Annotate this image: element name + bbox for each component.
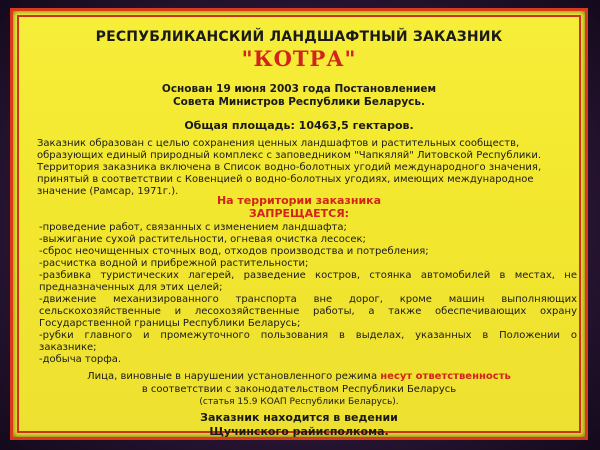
prohibited-item: -выжигание сухой растительности, огневая очистка лесосек;: [39, 234, 366, 245]
description-line: Территория заказника включена в Список водно-болотных угодий международного значения,: [37, 162, 542, 173]
total-area: Общая площадь: 10463,5 гектаров.: [184, 119, 414, 132]
responsibility-line-2: в соответствии с законодательством Республики Беларусь: [141, 384, 457, 395]
founded-line-1: Основан 19 июня 2003 года Постановлением: [161, 83, 437, 95]
prohibited-item-cont: заказнике;: [39, 342, 97, 353]
prohibited-item: -движение механизированного транспорта вне дорог, кроме машин выполняющих: [39, 294, 577, 305]
description-line: образующих единый природный комплекс с заповедником "Чапкяляй" Литовской Республики.: [37, 150, 542, 161]
prohibited-item: -разбивка туристических лагерей, разведение костров, стоянка автомобилей в местах, не: [39, 270, 577, 281]
prohibited-item-cont: сельскохозяйственные и лесохозяйственные работы, а также обеспечивающих охрану: [39, 306, 577, 317]
description-line: принятый в соответствии с Ковенцией о водно-болотных угодиях, имеющих международное: [37, 174, 534, 185]
responsibility-highlight: несут ответственность: [380, 371, 511, 382]
sign-title: РЕСПУБЛИКАНСКИЙ ЛАНДШАФТНЫЙ ЗАКАЗНИК: [95, 29, 503, 45]
management-line-1: Заказник находится в ведении: [200, 411, 398, 424]
responsibility-line-3: (статья 15.9 КОАП Республики Беларусь).: [199, 397, 399, 407]
reserve-name: "КОТРА": [241, 46, 357, 71]
responsibility-line-1: [13, 371, 585, 382]
prohibited-item: -расчистка водной и прибрежной растительности;: [39, 258, 309, 269]
prohibited-item: -сброс неочищенных сточных вод, отходов производства и потребления;: [39, 246, 429, 257]
description-line: значение (Рамсар, 1971г.).: [37, 186, 179, 197]
prohibited-item: -добыча торфа.: [39, 354, 122, 365]
prohibited-item: -проведение работ, связанных с изменением ландшафта;: [39, 222, 347, 233]
prohibited-item-cont: Государственной границы Республики Беларусь;: [39, 318, 301, 329]
management-line-2: Щучинского райисполкома.: [209, 425, 389, 438]
reserve-sign-board: [10, 8, 588, 440]
prohibited-item: -рубки главного и промежуточного пользования в выделах, указанных в Положении о: [39, 330, 577, 341]
founded-line-2: Совета Министров Республики Беларусь.: [172, 96, 426, 108]
prohibited-heading: На территории заказника: [216, 194, 382, 207]
responsibility-text: Лица, виновные в нарушении установленного режима: [87, 371, 381, 382]
prohibited-item-cont: предназначенных для этих целей;: [39, 282, 223, 293]
prohibited-heading-caps: ЗАПРЕЩАЕТСЯ:: [248, 207, 350, 220]
description-line: Заказник образован с целью сохранения ценных ландшафтов и растительных сообществ,: [37, 138, 520, 149]
